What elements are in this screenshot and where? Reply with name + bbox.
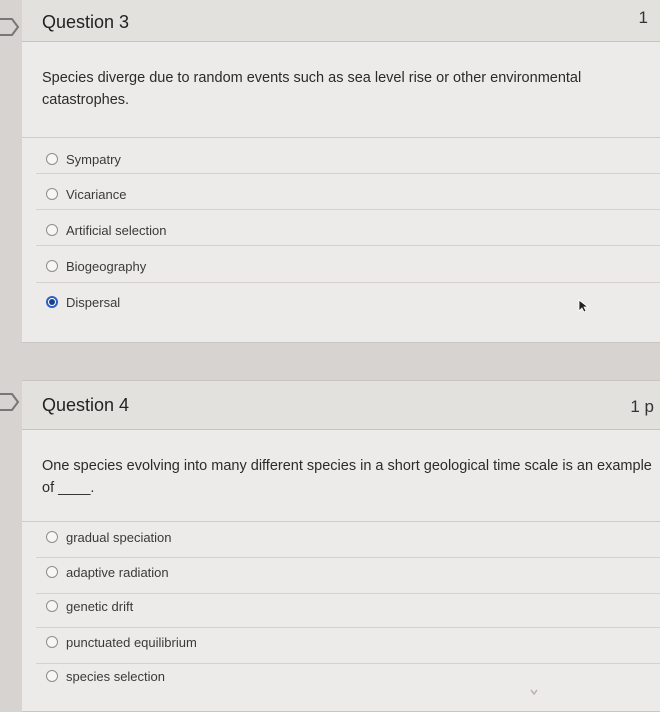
radio-button[interactable] — [46, 566, 58, 578]
q4-option-adaptive-radiation[interactable] — [46, 562, 169, 582]
question-3-header — [22, 0, 660, 42]
radio-button[interactable] — [46, 600, 58, 612]
question-4-text: One species evolving into many different species in a short geological time scale is an example of ____. — [42, 458, 652, 496]
q4-option-punctuated-equilibrium[interactable] — [46, 632, 197, 652]
q3-option-label: Artificial selection — [66, 222, 167, 238]
question-4-title: Question 4 — [42, 395, 130, 415]
q4-option-label: species selection — [66, 668, 165, 684]
q3-option-dispersal[interactable] — [46, 292, 120, 312]
radio-button[interactable] — [46, 188, 58, 200]
question-3-title: Question 3 — [42, 12, 130, 32]
q3-option-sympatry[interactable] — [46, 149, 121, 169]
question-3-card — [22, 0, 660, 343]
radio-button[interactable] — [46, 260, 58, 272]
question-4-card — [22, 380, 660, 712]
option-divider — [36, 173, 660, 174]
question-3-points: 1 — [638, 8, 648, 27]
question-4-header — [22, 381, 660, 430]
scroll-indicator-icon — [530, 683, 538, 691]
q4-option-gradual-speciation[interactable] — [46, 527, 172, 547]
option-divider — [36, 282, 660, 283]
question-3-divider — [22, 137, 660, 138]
option-divider — [36, 663, 660, 664]
q4-option-label: punctuated equilibrium — [66, 634, 197, 650]
option-divider — [36, 245, 660, 246]
q3-option-biogeography[interactable] — [46, 256, 146, 276]
radio-button[interactable] — [46, 153, 58, 165]
q3-option-label: Dispersal — [66, 294, 121, 310]
q3-option-label: Vicariance — [66, 186, 127, 202]
question-4-divider — [22, 521, 660, 522]
q4-option-label: adaptive radiation — [66, 564, 169, 580]
radio-button[interactable] — [46, 670, 58, 682]
q3-option-artificial-selection[interactable] — [46, 220, 166, 240]
mouse-cursor-icon — [578, 299, 590, 313]
q3-option-label: Sympatry — [66, 151, 121, 167]
q4-option-label: gradual speciation — [66, 529, 172, 545]
q3-option-vicariance[interactable] — [46, 184, 126, 204]
question-4-points: 1 p — [630, 397, 654, 416]
question-3-text: Species diverge due to random events such as sea level rise or other environmental catastrophes. — [42, 70, 582, 108]
q4-option-genetic-drift[interactable] — [46, 596, 133, 616]
radio-button-selected[interactable] — [46, 296, 58, 308]
radio-button[interactable] — [46, 224, 58, 236]
option-divider — [36, 557, 660, 558]
radio-button[interactable] — [46, 636, 58, 648]
option-divider — [36, 627, 660, 628]
radio-button[interactable] — [46, 531, 58, 543]
question-3-flag-icon[interactable] — [0, 17, 20, 37]
question-4-flag-icon[interactable] — [0, 392, 20, 412]
q4-option-label: genetic drift — [66, 598, 134, 614]
option-divider — [36, 209, 660, 210]
q4-option-species-selection[interactable] — [46, 666, 165, 686]
q3-option-label: Biogeography — [66, 258, 147, 274]
option-divider — [36, 593, 660, 594]
